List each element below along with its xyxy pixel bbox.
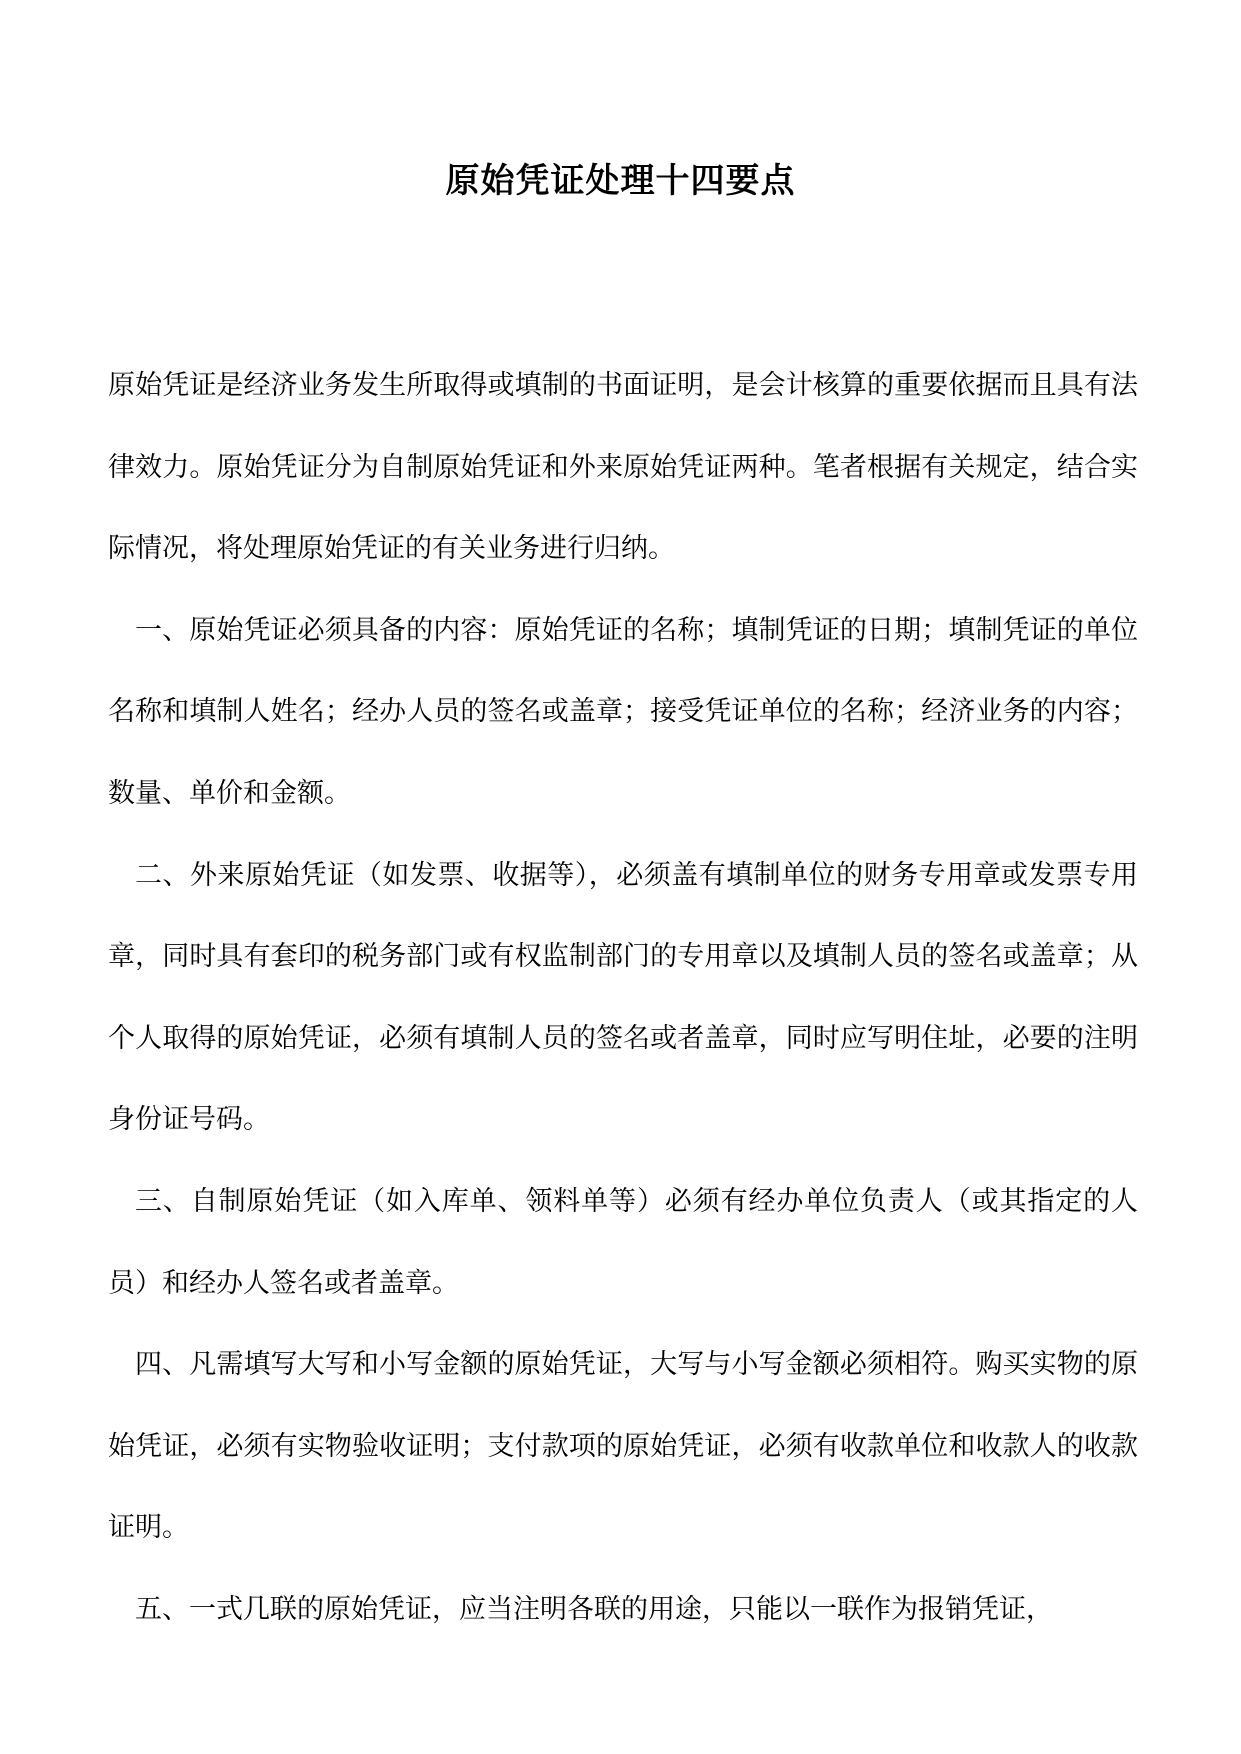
paragraph-point-1: 一、原始凭证必须具备的内容：原始凭证的名称；填制凭证的日期；填制凭证的单位名称和填制人姓名；经办人员的签名或盖章；接受凭证单位的名称；经济业务的内容；数量、单价和金额。 xyxy=(108,614,1138,809)
paragraph-point-5: 五、一式几联的原始凭证，应当注明各联的用途，只能以一联作为报销凭证， xyxy=(135,1593,1053,1625)
paragraph-point-2: 二、外来原始凭证（如发票、收据等），必须盖有填制单位的财务专用章或发票专用章，同时具有套印的税务部门或有权监制部门的专用章以及填制人员的签名或盖章；从个人取得的原始凭证，必须有填制人员的签名或者盖章，同时应写明住址，必要的注明身份证号码。 xyxy=(108,859,1138,1136)
document-title: 原始凭证处理十四要点 xyxy=(445,161,796,201)
paragraph-point-4: 四、凡需填写大写和小写金额的原始凭证，大写与小写金额必须相符。购买实物的原始凭证，必须有实物验收证明；支付款项的原始凭证，必须有收款单位和收款人的收款证明。 xyxy=(108,1349,1138,1544)
paragraph-intro: 原始凭证是经济业务发生所取得或填制的书面证明，是会计核算的重要依据而且具有法律效力。原始凭证分为自制原始凭证和外来原始凭证两种。笔者根据有关规定，结合实际情况，将处理原始凭证的有关业务进行归纳。 xyxy=(108,370,1138,565)
document-body xyxy=(108,345,1138,1651)
paragraph-point-3: 三、自制原始凭证（如入库单、领料单等）必须有经办单位负责人（或其指定的人员）和经办人签名或者盖章。 xyxy=(108,1185,1138,1299)
